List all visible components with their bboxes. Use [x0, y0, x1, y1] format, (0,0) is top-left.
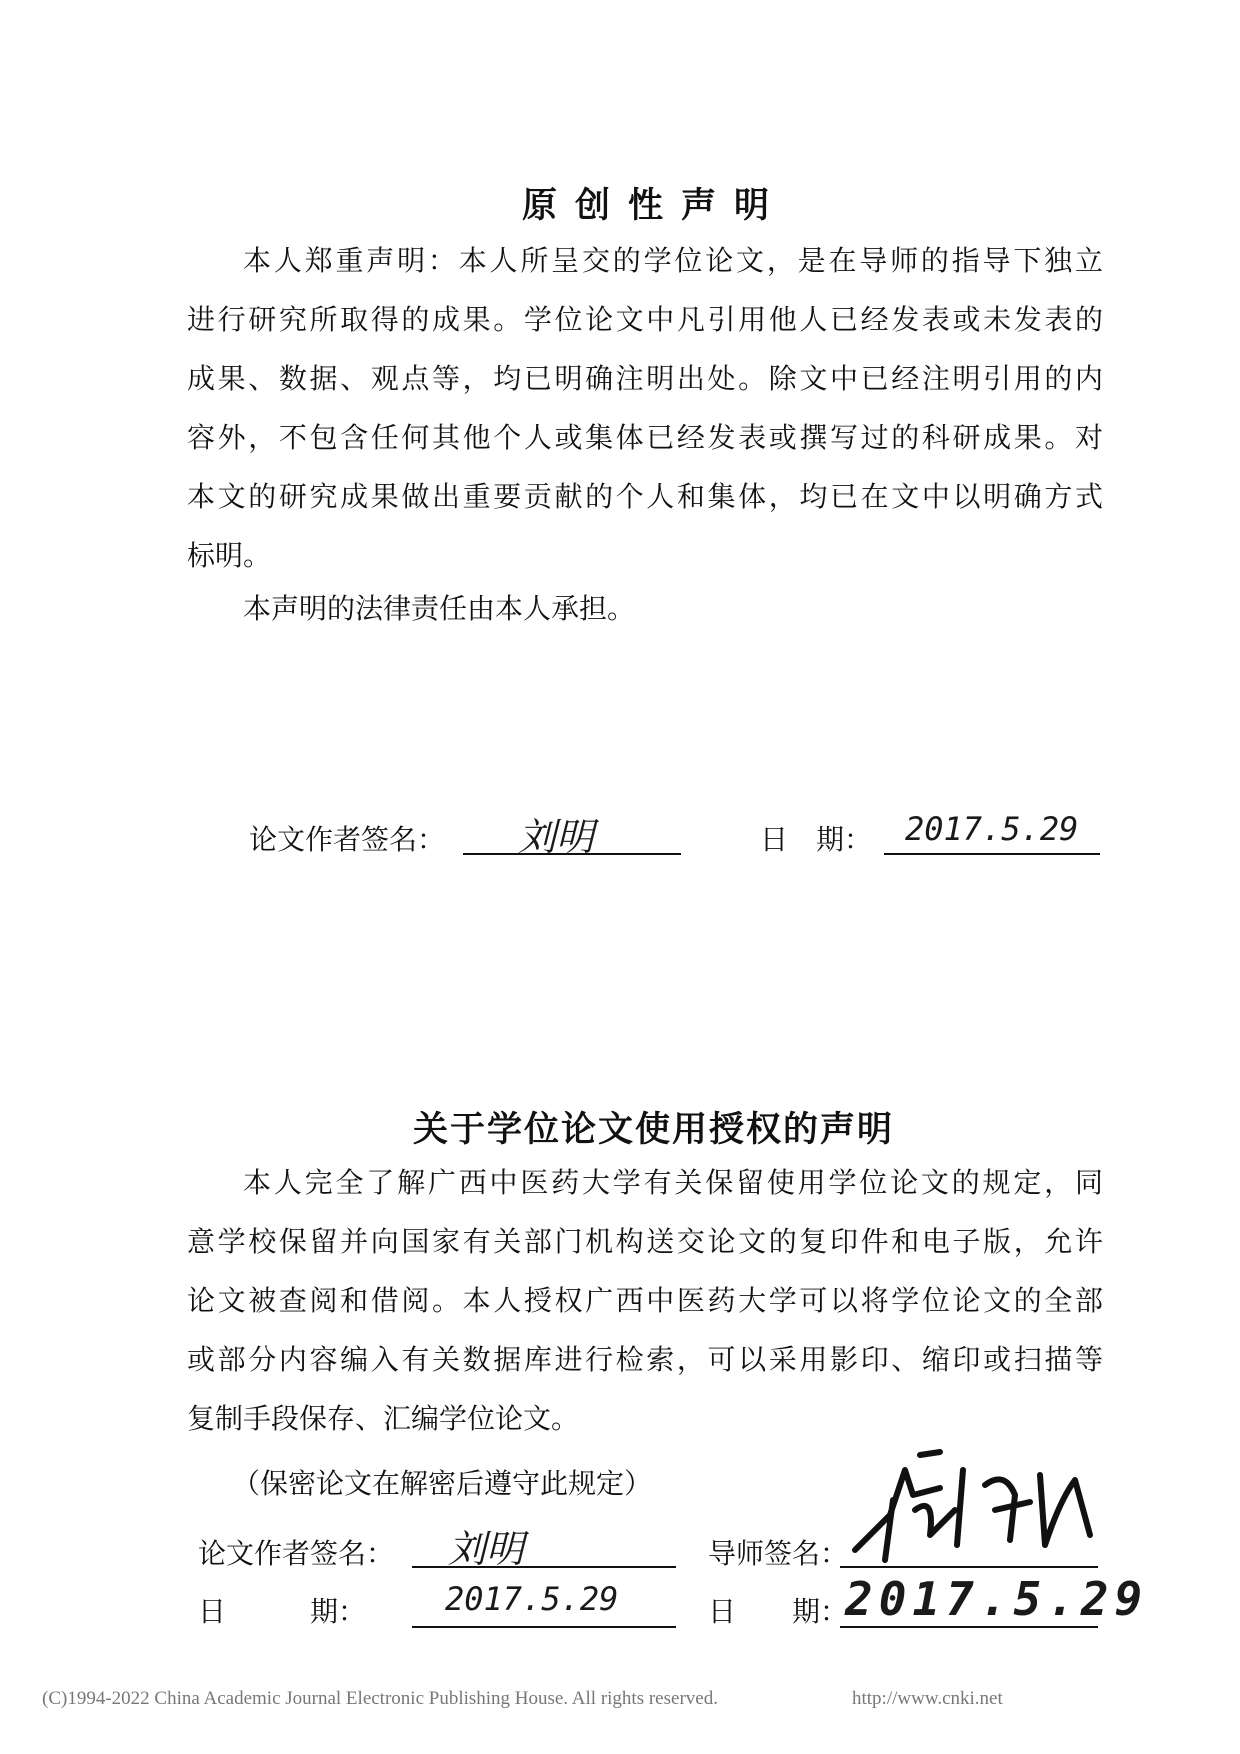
- author-signature: 刘明: [448, 1527, 525, 1571]
- paragraph-line: 进行研究所取得的成果。学位论文中凡引用他人已经发表或未发表的: [187, 303, 1103, 336]
- paragraph-line: 或部分内容编入有关数据库进行检索，可以采用影印、缩印或扫描等: [187, 1343, 1103, 1376]
- paragraph-line: 本人完全了解广西中医药大学有关保留使用学位论文的规定，同: [243, 1166, 1103, 1199]
- paragraph-line: 标明。: [187, 539, 272, 572]
- copyright-notice: (C)1994-2022 China Academic Journal Electronic Publishing House. All rights reserved.: [42, 1688, 718, 1709]
- date-label: 日 期：: [760, 823, 873, 856]
- date-line: [412, 1626, 676, 1628]
- paragraph-line: 成果、数据、观点等，均已明确注明出处。除文中已经注明引用的内: [187, 362, 1103, 395]
- supervisor-signature-image: [845, 1440, 1105, 1570]
- author-date-label: 日 期：: [198, 1595, 367, 1628]
- paragraph-line: 本人郑重声明：本人所呈交的学位论文，是在导师的指导下独立: [243, 244, 1103, 277]
- authorization-title: 关于学位论文使用授权的声明: [413, 1110, 895, 1150]
- paragraph-line: 论文被查阅和借阅。本人授权广西中医药大学可以将学位论文的全部: [187, 1284, 1103, 1317]
- confidentiality-note: （保密论文在解密后遵守此规定）: [232, 1467, 653, 1500]
- author-signature-label: 论文作者签名：: [249, 823, 446, 856]
- date-value: 2017.5.29: [905, 810, 1079, 848]
- paragraph-line: 复制手段保存、汇编学位论文。: [187, 1402, 580, 1435]
- cnki-url: http://www.cnki.net: [852, 1688, 1003, 1709]
- author-signature-label: 论文作者签名：: [198, 1537, 395, 1570]
- paragraph-line: 本文的研究成果做出重要贡献的个人和集体，均已在文中以明确方式: [187, 480, 1103, 513]
- originality-paragraph: [187, 231, 1103, 585]
- originality-title: 原创性声明: [522, 186, 788, 226]
- date-line: [840, 1626, 1098, 1628]
- supervisor-date-label: 日 期：: [708, 1595, 849, 1628]
- author-signature: 刘明: [518, 815, 595, 859]
- author-date-value: 2017.5.29: [445, 1580, 619, 1618]
- supervisor-date-value: 2017.5.29: [845, 1572, 1149, 1626]
- date-line: [884, 853, 1100, 855]
- paragraph-line: 意学校保留并向国家有关部门机构送交论文的复印件和电子版，允许: [187, 1225, 1103, 1258]
- paragraph-line: 容外，不包含任何其他个人或集体已经发表或撰写过的科研成果。对: [187, 421, 1103, 454]
- authorization-paragraph: [187, 1153, 1103, 1448]
- responsibility-statement: 本声明的法律责任由本人承担。: [243, 592, 636, 625]
- supervisor-signature-label: 导师签名：: [708, 1537, 849, 1570]
